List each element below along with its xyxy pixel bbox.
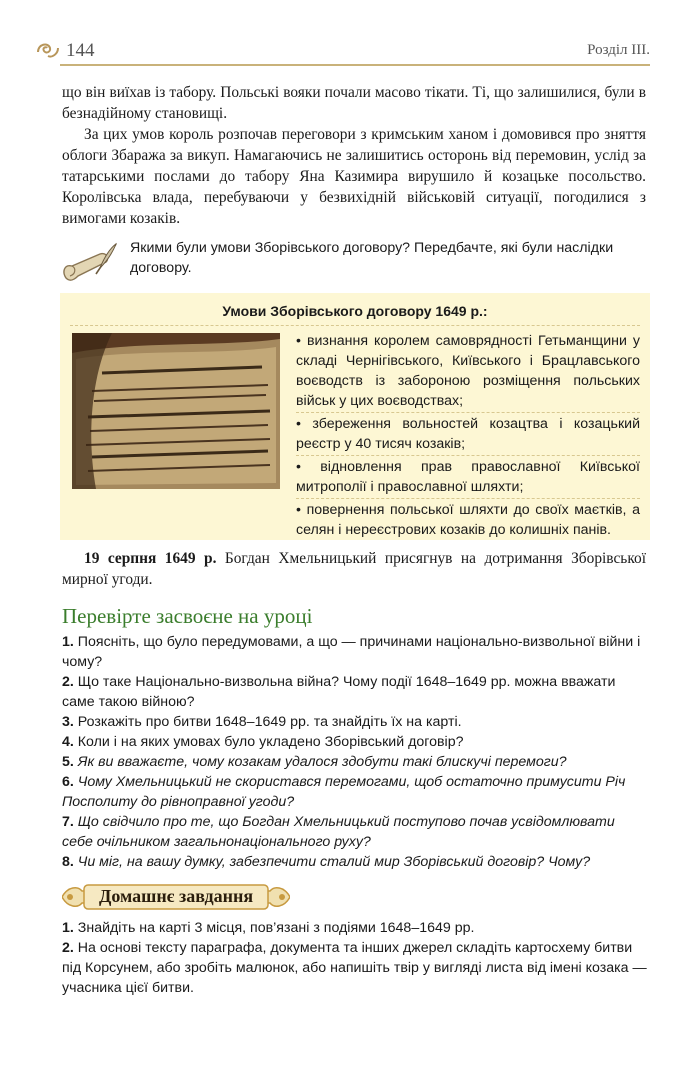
question-number: 3. [62,714,74,730]
question-text: Якими були умови Зборівського договору? Передбачте, які були наслідки договору. [130,240,614,276]
treaty-terms-box [60,293,650,540]
check-question [62,732,648,752]
term-item: • відновлення прав православної Київської митрополії і православної шляхти; [296,457,640,499]
scroll-quill-icon [60,240,120,286]
reflection-question [62,812,648,852]
reflection-questions-list [62,752,648,872]
check-questions-list [62,632,648,752]
question-block [60,238,646,288]
question-text: Що таке Національно-визвольна війна? Чому події 1648–1649 рр. можна вважати саме такою війною? [62,674,616,710]
homework-text: Знайдіть на карті 3 місця, пов’язані з подіями 1648–1649 рр. [77,920,475,936]
check-question [62,712,648,732]
homework-list [62,918,648,998]
question-number: 2. [62,674,74,690]
paragraph-1: що він виїхав із табору. Польські вояки почали масово тікати. Ті, що залишилися, були в безнадійному становищі. [62,84,646,122]
check-section-title: Перевірте засвоєне на уроці [62,604,313,628]
homework-item [62,938,648,998]
homework-banner [62,882,290,912]
homework-number: 1. [62,920,74,936]
question-text: Чому Хмельницький не скористався перемогами, щоб остаточно примусити Річ Посполиту до рівноправної угоди? [62,774,626,810]
treaty-document-photo [72,333,280,489]
box-divider [70,325,640,326]
section-label: Розділ ІІІ. [587,42,650,58]
page-number: 144 [66,40,95,61]
page-header [36,34,650,64]
reflection-question [62,772,648,812]
homework-number: 2. [62,940,74,956]
terms-list [296,331,640,542]
question-text: Що свідчило про те, що Богдан Хмельницький поступово почав усвідомлювати себе очільником загальнонаціонального руху? [62,814,615,850]
date-paragraph [62,548,646,590]
question-text: Як ви вважаєте, чому козакам удалося здобути такі блискучі перемоги? [77,754,567,770]
question-text: Поясніть, що було передумовами, а що — причинами національно-визвольної війни і чому? [62,634,641,670]
question-number: 7. [62,814,74,830]
term-item: • визнання королем самоврядності Гетьманщини у складі Чернігівського, Київського і Брацлавського воєводств із забороною розміщення польських військ у цих воєводствах; [296,331,640,413]
term-item: • збереження вольностей козацтва і козацький реєстр у 40 тисяч козаків; [296,414,640,456]
question-text: Розкажіть про битви 1648–1649 рр. та знайдіть їх на карті. [77,714,462,730]
ornament-icon [36,38,60,60]
check-question [62,672,648,712]
question-number: 4. [62,734,74,750]
homework-text: На основі тексту параграфа, документа та інших джерел складіть картосхему битви під Корсунем, або зробіть малюнок, або напишіть твір у вигляді листа від імені козака — учасника цієї битви. [62,940,647,996]
question-number: 1. [62,634,74,650]
reflection-question [62,752,648,772]
term-item: • повернення польської шляхти до своїх маєтків, а селян і нереєстрових козаків до колишніх панів. [296,502,640,538]
question-text: Чи міг, на вашу думку, забезпечити сталий мир Зборівський договір? Чому? [77,854,591,870]
question-number: 8. [62,854,74,870]
question-text: Коли і на яких умовах було укладено Зборівський договір? [77,734,464,750]
paragraph-2: За цих умов король розпочав переговори з кримським ханом і домовився про зняття облоги Збаража за викуп. Намагаючись не залишитись осторонь від перемовин, услід за татарськими послами до табору Яна Казимира вирушило й козацьке посольство. Королівська влада, перебуваючи у безвихідній військовій ситуації, погодилися з вимогами козаків. [62,126,646,227]
date-paragraph-text: Богдан Хмельницький присягнув на дотримання Зборівської мирної угоди. [62,550,646,588]
date-highlight: 19 серпня 1649 р. [84,550,217,567]
question-number: 6. [62,774,74,790]
header-rule [60,64,650,66]
check-question [62,632,648,672]
reflection-question [62,852,648,872]
question-number: 5. [62,754,74,770]
homework-title: Домашнє завдання [98,886,254,906]
homework-item [62,918,648,938]
box-title: Умови Зборівського договору 1649 р.: [222,303,488,319]
